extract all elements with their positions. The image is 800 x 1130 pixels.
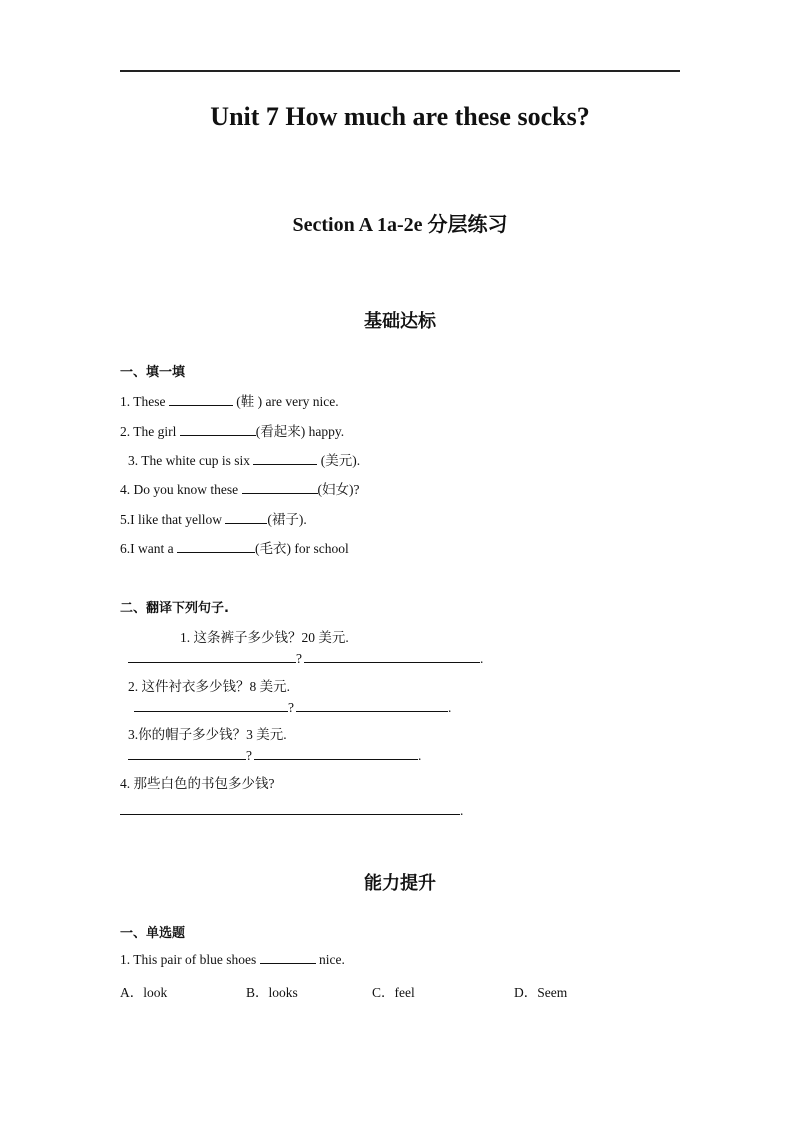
fill-item-text: (毛衣) for school (254, 541, 349, 556)
answer-blank[interactable] (254, 747, 418, 760)
fill-item-2 (120, 420, 344, 440)
mc-question-1 (120, 951, 345, 968)
question-mark: ? (246, 748, 252, 763)
fill-item-text: (美元). (317, 453, 361, 468)
fill-item-5 (120, 508, 307, 528)
question-mark: ? (288, 700, 294, 715)
translate-answer-1 (128, 650, 483, 667)
fill-item-text: 3. The white cup is six (128, 453, 254, 468)
option-a[interactable]: A．look (120, 985, 168, 1000)
fill-item-6 (120, 537, 349, 557)
translate-answer-4 (120, 802, 463, 819)
translate-prompt-1: 1. 这条裤子多少钱？20 美元. (180, 630, 349, 645)
translate-answer-3 (128, 747, 421, 764)
fill-item-text: (鞋 ) are very nice. (232, 394, 339, 409)
answer-blank[interactable] (304, 650, 480, 663)
period: . (418, 748, 422, 763)
fill-item-text: 1. These (120, 394, 169, 409)
fill-item-text: 6.I want a (120, 541, 177, 556)
translate-prompt-2: 2. 这件衬衣多少钱？8 美元. (128, 679, 290, 694)
top-rule (120, 70, 680, 72)
answer-blank[interactable] (180, 423, 256, 436)
answer-blank[interactable] (225, 511, 267, 524)
answer-blank[interactable] (128, 650, 296, 663)
period: . (480, 651, 484, 666)
answer-blank[interactable] (253, 452, 317, 465)
fill-item-text: 4. Do you know these (120, 482, 242, 497)
answer-blank[interactable] (134, 699, 288, 712)
fill-item-text: (看起来) happy. (255, 424, 345, 439)
question-mark: ? (296, 651, 302, 666)
answer-blank[interactable] (177, 540, 255, 553)
fill-item-text: 5.I like that yellow (120, 512, 226, 527)
part1-label: 一、填一填 (120, 365, 186, 380)
option-b[interactable]: B．looks (246, 985, 298, 1000)
advanced-level-heading: 能力提升 (364, 873, 436, 894)
translate-prompt-3: 3.你的帽子多少钱？3 美元. (128, 727, 287, 742)
answer-blank[interactable] (260, 951, 316, 964)
fill-item-text: (妇女)? (317, 482, 360, 497)
basic-level-heading: 基础达标 (364, 311, 436, 332)
part2-label: 二、翻译下列句子. (120, 601, 229, 616)
option-d[interactable]: D．Seem (514, 985, 568, 1000)
answer-blank[interactable] (120, 802, 460, 815)
answer-blank[interactable] (296, 699, 448, 712)
fill-item-text: (裙子). (267, 512, 307, 527)
option-c[interactable]: C．feel (372, 985, 415, 1000)
period: . (460, 803, 464, 818)
answer-blank[interactable] (242, 481, 318, 494)
answer-blank[interactable] (169, 393, 233, 406)
question-text: 1. This pair of blue shoes (120, 952, 260, 967)
page-title: Unit 7 How much are these socks? (210, 102, 590, 131)
fill-item-1 (120, 390, 339, 410)
fill-item-text: 2. The girl (120, 424, 180, 439)
translate-prompt-4: 4. 那些白色的书包多少钱? (120, 776, 275, 791)
section-subtitle: Section A 1a-2e 分层练习 (292, 214, 508, 236)
translate-answer-2 (134, 699, 451, 716)
fill-item-3 (128, 449, 360, 469)
part3-label: 一、单选题 (120, 926, 186, 941)
answer-blank[interactable] (128, 747, 246, 760)
fill-item-4 (120, 478, 359, 498)
period: . (448, 700, 452, 715)
question-text: nice. (315, 952, 345, 967)
